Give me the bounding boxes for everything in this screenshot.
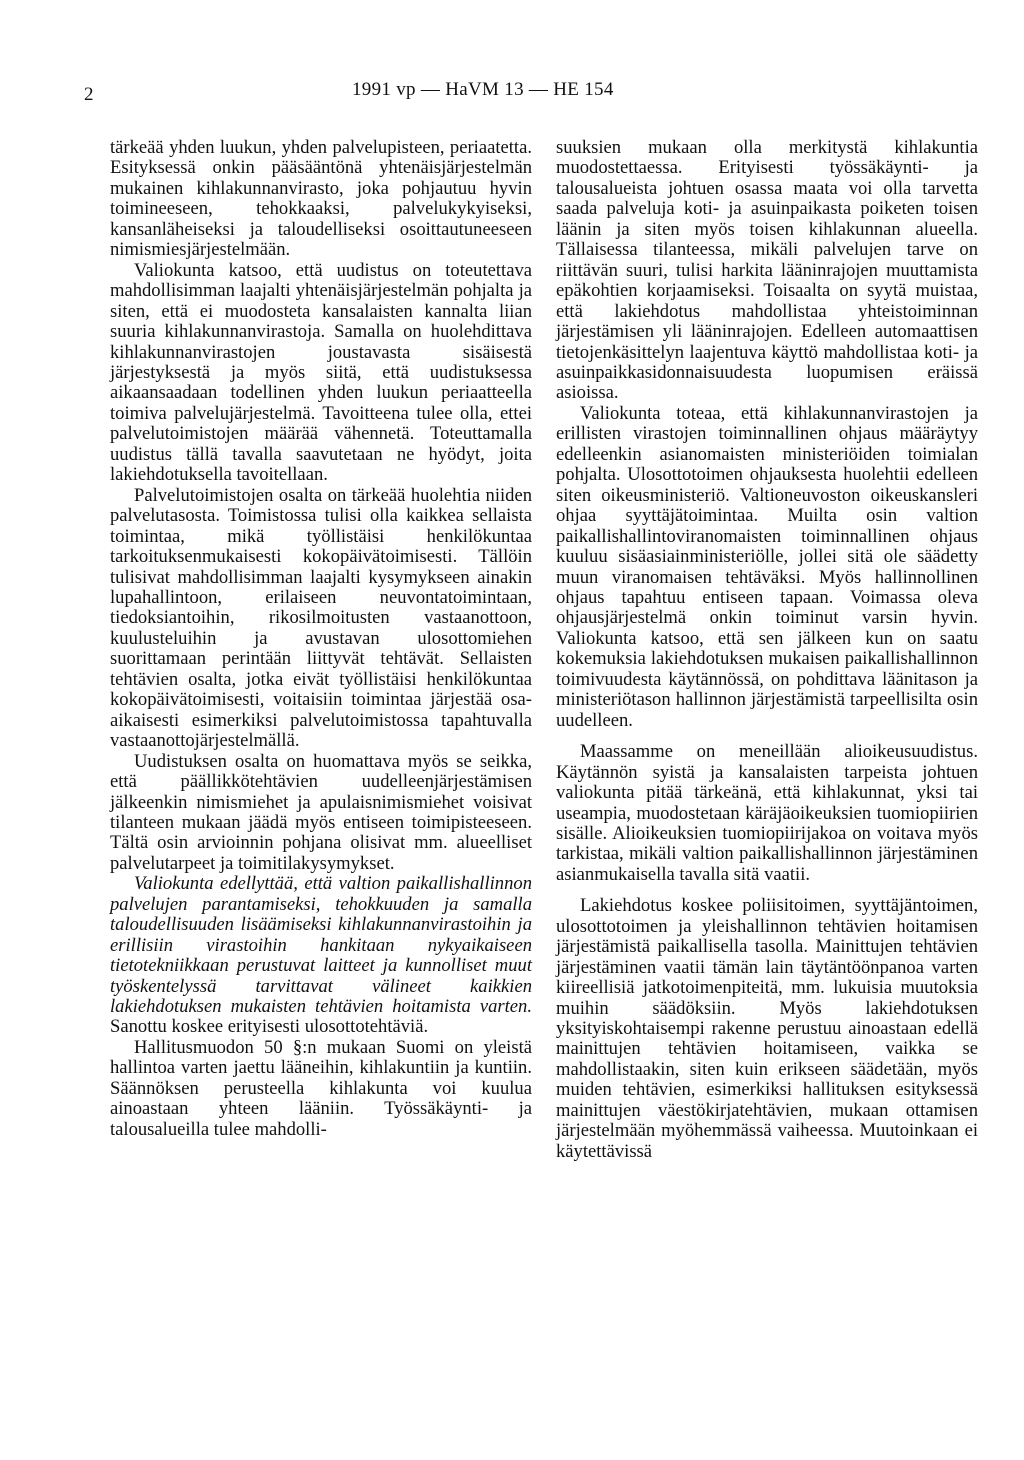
italic-statement: Valiokunta edellyttää, että valtion paikallishallinnon palvelujen parantamiseksi, tehokkuuden ja samalla taloudellisuuden lisäämiseksi kihlakunnanvirastoihin ja erillisiin virastoihin hankitaan nykyaikaiseen tietotekniikkaan perustuvat laitteet ja kunnolliset muut työskentelyssä tarvittavat välineet kaikkien lakiehdotuksen mukaisten tehtävien hoitamista varten. (110, 873, 532, 1018)
paragraph: Valiokunta katsoo, että uudistus on toteutettava mahdollisimman laajalti yhtenäisjärjestelmän pohjalta ja siten, että ei muodosteta kansalaisten kannalta liian suuria kihlakunnanvirastoja. Samalla on huolehdittava kihlakunnanvirastojen joustavasta sisäisestä järjestyksestä ja myös siitä, että uudistuksessa aikaansaadaan todellinen yhden luukun periaatteella toimiva palvelujärjestelmä. Tavoitteena tulee olla, ettei palvelutoimistojen määrää vähennetä. Toteuttamalla uudistus tällä tavalla saavutetaan ne hyödyt, joita lakiehdotuksella tavoitellaan. (110, 259, 532, 486)
left-column (110, 138, 532, 1140)
paragraph: tärkeää yhden luukun, yhden palvelupisteen, periaatetta. Esityksessä onkin pääsääntönä yhtenäisjärjestelmän mukainen kihlakunnanvirasto, joka pohjautuu hyvin toimineeseen, tehokkaaksi, palvelukykyiseksi, kansanläheiseksi ja taloudelliseksi osoittautuneeseen nimismiesjärjestelmään. (110, 137, 532, 261)
paragraph: Hallitusmuodon 50 §:n mukaan Suomi on yleistä hallintoa varten jaettu lääneihin, kihlakuntiin ja kuntiin. Säännöksen perusteella kihlakunta voi kuulua ainoastaan yhteen lääniin. Työssäkäynti- ja talousalueilla tulee mahdolli- (110, 1036, 532, 1140)
paragraph: Valiokunta toteaa, että kihlakunnanvirastojen ja erillisten virastojen toiminnallinen ohjaus määräytyy edelleenkin asianomaisten ministeriöiden toimialan pohjalta. Ulosottotoimen ohjauksesta huolehtii edelleen siten oikeusministeriö. Valtioneuvoston oikeuskansleri ohjaa syyttäjätoimintaa. Muilta osin valtion paikallishallintoviranomaisten toiminnallinen ohjaus kuuluu sisäasiainministeriölle, jollei sitä ole säädetty muun viranomaisen tehtäväksi. Myös hallinnollinen ohjaus tapahtuu entiseen tapaan. Voimassa oleva ohjausjärjestelmä onkin toiminut varsin hyvin. Valiokunta katsoo, että sen jälkeen kun on saatu kokemuksia lakiehdotuksen mukaisen paikallishallinnon toimivuudesta käytännössä, on pohdittava läänitason ja ministeriötason hallinnon järjestämistä tarpeellisilta osin uudelleen. (556, 402, 978, 731)
page-number: 2 (84, 84, 94, 105)
right-column (556, 138, 978, 1162)
paragraph-tail: Sanottu koskee erityisesti ulosottotehtäviä. (110, 1016, 429, 1038)
paragraph: Lakiehdotus koskee poliisitoimen, syyttäjäntoimen, ulosottotoimen ja yleishallinnon tehtävien hoitamisen järjestämistä paikallisella tasolla. Mainittujen tehtävien järjestäminen vaatii tämän lain täytäntöönpanoa varten kiireellisiä jatkotoimenpiteitä, mm. lukuisia muutoksia muihin säädöksiin. Myös lakiehdotuksen yksityiskohtaisempi rakenne perustuu ainoastaan edellä mainittujen tehtävien hoitamiseen, vaikka se mahdollistaakin, siten kuin erikseen säädetään, myös muiden tehtävien, esimerkiksi hallituksen esityksessä mainittujen väestökirjatehtävien, mukaan ottamisen järjestelmään myöhemmässä vaiheessa. Muutoinkaan ei käytettävissä (556, 895, 978, 1162)
paragraph: Palvelutoimistojen osalta on tärkeää huolehtia niiden palvelutasosta. Toimistossa tulisi olla kaikkea sellaista toimintaa, mikä työllistäisi henkilökuntaa tarkoituksenmukaisesti kokopäivätoimisesti. Tällöin tulisivat mahdollisimman laajalti kysymykseen ainakin lupahallintoon, erilaiseen neuvontatoimintaan, tiedoksiantoihin, rikosilmoitusten vastaanottoon, kuulusteluihin ja avustavan ulosottomiehen suorittamaan perintään liittyvät tehtävät. Sellaisten tehtävien osalta, jotka eivät työllistäisi henkilökuntaa kokopäivätoimisesti, voitaisiin toimintaa järjestää osa-aikaisesti esimerkiksi palvelutoimistossa tapahtuvalla vastaanottojärjestelmällä. (110, 484, 532, 752)
paragraph (110, 874, 532, 1038)
paragraph: Maassamme on meneillään alioikeusuudistus. Käytännön syistä ja kansalaisten tarpeista johtuen valiokunta pitää tärkeänä, että kihlakunnat, yksi tai useampia, muodostetaan käräjäoikeuksien tuomiopiirien sisälle. Alioikeuksien tuomiopiirijakoa on voitava myös tarkistaa, mikäli valtion paikallishallinnon järjestäminen asianmukaisella tavalla sitä vaatii. (556, 741, 978, 885)
running-header: 1991 vp — HaVM 13 — HE 154 (352, 79, 614, 100)
paragraph: Uudistuksen osalta on huomattava myös se seikka, että päällikkötehtävien uudelleenjärjestämisen jälkeenkin nimismiehet ja apulaisnimismiehet voisivat tilanteen mukaan jäädä myös entiseen toimipisteeseen. Tältä osin arvioinnin pohjana olisivat mm. alueelliset palvelutarpeet ja toimitilakysymykset. (110, 750, 532, 874)
paragraph: suuksien mukaan olla merkitystä kihlakuntia muodostettaessa. Erityisesti työssäkäynti- ja talousalueista johtuen osassa maata voi olla tarvetta saada palveluja koti- ja asuinpaikasta poiketen toisen läänin ja siten myös toisen kihlakunnan alueella. Tällaisessa tilanteessa, mikäli palvelujen tarve on riittävän suuri, tulisi harkita lääninrajojen muuttamista epäkohtien korjaamiseksi. Toisaalta on syytä muistaa, että lakiehdotus mahdollistaa yhteistoiminnan järjestämisen yli lääninrajojen. Edelleen automaattisen tietojenkäsittelyn laajentuva käyttö mahdollistaa koti- ja asuinpaikkasidonnaisuudesta luopumisen eräissä asioissa. (556, 137, 978, 404)
